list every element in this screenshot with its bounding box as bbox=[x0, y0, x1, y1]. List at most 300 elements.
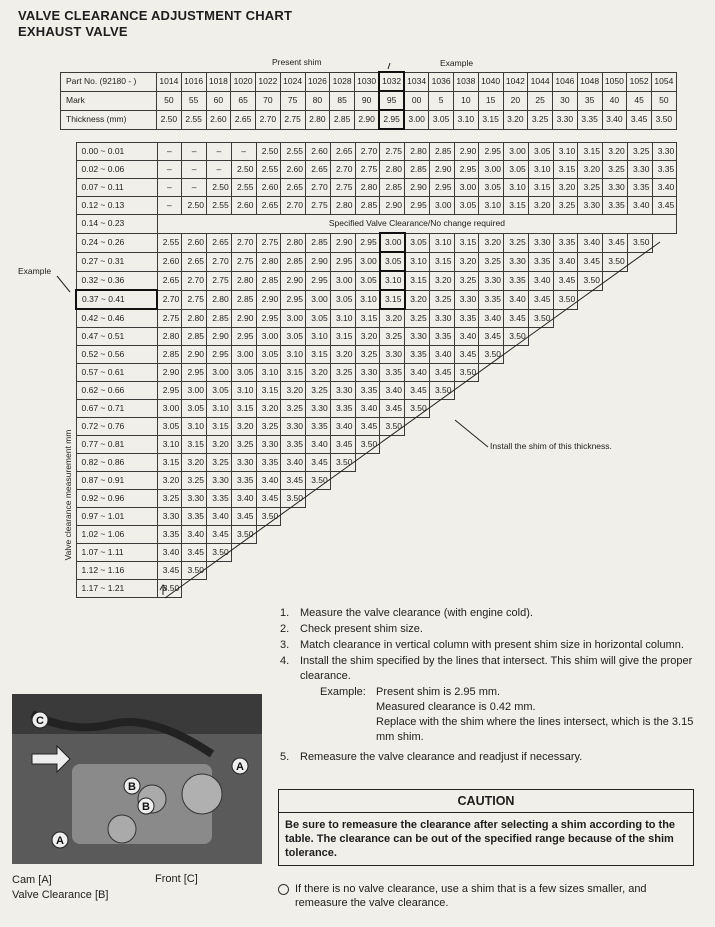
part-number-row-cell: 1020 bbox=[231, 72, 256, 91]
shim-cell: 3.25 bbox=[157, 490, 182, 508]
shim-cell: 2.95 bbox=[256, 309, 281, 328]
shim-cell: 3.45 bbox=[157, 562, 182, 580]
mark-row-cell: 35 bbox=[577, 91, 602, 110]
shim-cell: 3.10 bbox=[330, 309, 355, 328]
shim-cell: – bbox=[157, 143, 182, 161]
thickness-row-cell: 2.80 bbox=[305, 110, 330, 129]
shim-cell: 2.75 bbox=[330, 179, 355, 197]
diagonal-boundary-line bbox=[165, 242, 660, 598]
shim-cell: 3.30 bbox=[627, 161, 652, 179]
shim-cell: 3.35 bbox=[627, 179, 652, 197]
shim-cell: 2.75 bbox=[157, 309, 182, 328]
specified-clearance-note: Specified Valve Clearance/No change required bbox=[157, 215, 677, 234]
shim-cell: 2.75 bbox=[256, 233, 281, 252]
shim-cell: 3.50 bbox=[578, 271, 603, 290]
shim-cell: 3.40 bbox=[528, 271, 553, 290]
shim-cell: 3.10 bbox=[553, 143, 578, 161]
mark-row-cell: 55 bbox=[181, 91, 206, 110]
shim-cell: 3.35 bbox=[454, 309, 479, 328]
shim-cell: 2.95 bbox=[306, 271, 331, 290]
shim-cell: 3.35 bbox=[281, 436, 306, 454]
shim-cell: 3.05 bbox=[256, 346, 281, 364]
shim-cell: 3.50 bbox=[157, 580, 182, 598]
shim-cell: 2.75 bbox=[231, 252, 256, 271]
shim-cell: 2.95 bbox=[454, 161, 479, 179]
example-top-label: Example bbox=[440, 58, 474, 68]
shim-cell: 3.50 bbox=[405, 400, 430, 418]
part-number-row-label: Part No. (92180 - ) bbox=[61, 72, 157, 91]
shim-cell: 3.15 bbox=[207, 418, 232, 436]
shim-cell: 3.20 bbox=[330, 346, 355, 364]
shim-cell: 3.40 bbox=[429, 346, 454, 364]
thickness-row-cell: 3.25 bbox=[528, 110, 553, 129]
shim-cell: 2.65 bbox=[157, 271, 182, 290]
shim-cell: 2.75 bbox=[306, 197, 331, 215]
shim-cell: – bbox=[231, 143, 256, 161]
shim-cell: 3.50 bbox=[330, 454, 355, 472]
instruction-5: 5. Remeasure the valve clearance and readjust if necessary. bbox=[280, 751, 583, 763]
shim-cell: 3.45 bbox=[652, 197, 677, 215]
shim-cell: 3.25 bbox=[578, 179, 603, 197]
shim-cell: 2.50 bbox=[207, 179, 232, 197]
mark-row-label: Mark bbox=[61, 91, 157, 110]
shim-cell: 3.15 bbox=[380, 290, 405, 309]
shim-cell: 2.80 bbox=[231, 271, 256, 290]
shim-cell: 3.35 bbox=[504, 271, 529, 290]
clearance-range: 0.12 ~ 0.13 bbox=[76, 197, 157, 215]
shim-cell: 2.85 bbox=[306, 233, 331, 252]
thickness-row-cell: 3.45 bbox=[627, 110, 652, 129]
shim-cell: 3.40 bbox=[355, 400, 380, 418]
shim-cell: 3.25 bbox=[553, 197, 578, 215]
shim-cell: 2.80 bbox=[405, 143, 430, 161]
shim-cell: 2.85 bbox=[157, 346, 182, 364]
thickness-row-cell: 3.10 bbox=[454, 110, 479, 129]
shim-cell: 3.15 bbox=[281, 364, 306, 382]
shim-cell: 3.50 bbox=[429, 382, 454, 400]
clearance-range: 0.97 ~ 1.01 bbox=[76, 508, 157, 526]
shim-cell: 3.10 bbox=[429, 233, 454, 252]
shim-cell: – bbox=[182, 143, 207, 161]
shim-cell: 3.50 bbox=[553, 290, 578, 309]
shim-cell: 3.45 bbox=[256, 490, 281, 508]
engine-photo bbox=[12, 694, 262, 864]
clearance-range: 0.47 ~ 0.51 bbox=[76, 328, 157, 346]
mark-row-cell: 40 bbox=[602, 91, 627, 110]
mark-row-cell: 10 bbox=[454, 91, 479, 110]
shim-cell: 3.05 bbox=[405, 233, 430, 252]
shim-cell: 3.05 bbox=[355, 271, 380, 290]
shim-cell: 3.20 bbox=[405, 290, 430, 309]
shim-cell: 3.20 bbox=[603, 143, 628, 161]
shim-cell: 3.30 bbox=[603, 179, 628, 197]
shim-cell: 3.00 bbox=[182, 382, 207, 400]
shim-cell: – bbox=[182, 161, 207, 179]
part-number-row-cell: 1046 bbox=[553, 72, 578, 91]
clearance-range: 0.07 ~ 0.11 bbox=[76, 179, 157, 197]
shim-cell: 3.45 bbox=[454, 346, 479, 364]
clearance-range: 1.02 ~ 1.06 bbox=[76, 526, 157, 544]
shim-cell: 3.50 bbox=[182, 562, 207, 580]
note bbox=[278, 882, 698, 910]
shim-cell: 3.00 bbox=[306, 290, 331, 309]
shim-cell: 2.90 bbox=[306, 252, 331, 271]
part-number-row-cell: 1022 bbox=[256, 72, 281, 91]
shim-cell: 3.35 bbox=[479, 290, 504, 309]
mark-row-cell: 00 bbox=[404, 91, 429, 110]
shim-cell: 3.20 bbox=[207, 436, 232, 454]
shim-cell: 3.35 bbox=[603, 197, 628, 215]
shim-cell: 3.45 bbox=[380, 400, 405, 418]
thickness-row-cell: 3.40 bbox=[602, 110, 627, 129]
shim-cell: 3.25 bbox=[380, 328, 405, 346]
shim-cell: 2.80 bbox=[157, 328, 182, 346]
shim-cell: 3.00 bbox=[479, 161, 504, 179]
shim-cell: 3.25 bbox=[454, 271, 479, 290]
mark-row-cell: 75 bbox=[280, 91, 305, 110]
thickness-row-cell: 3.15 bbox=[478, 110, 503, 129]
part-number-row-cell: 1050 bbox=[602, 72, 627, 91]
shim-cell: 3.25 bbox=[256, 418, 281, 436]
shim-cell: 3.15 bbox=[553, 161, 578, 179]
shim-cell: 3.25 bbox=[231, 436, 256, 454]
shim-cell: 3.05 bbox=[281, 328, 306, 346]
shim-cell: 3.10 bbox=[504, 179, 529, 197]
shim-cell: 3.40 bbox=[380, 382, 405, 400]
title-line-2: EXHAUST VALVE bbox=[18, 24, 128, 39]
shim-cell: 3.30 bbox=[281, 418, 306, 436]
shim-cell: 3.25 bbox=[330, 364, 355, 382]
shim-cell: 2.85 bbox=[207, 309, 232, 328]
shim-cell: 2.95 bbox=[207, 346, 232, 364]
shim-cell: 3.05 bbox=[479, 179, 504, 197]
shim-cell: 2.95 bbox=[330, 252, 355, 271]
part-number-row-cell: 1048 bbox=[577, 72, 602, 91]
shim-cell: 3.15 bbox=[231, 400, 256, 418]
shim-cell: 3.35 bbox=[231, 472, 256, 490]
shim-cell: 3.45 bbox=[603, 233, 628, 252]
instruction-2: 2. Check present shim size. bbox=[280, 623, 423, 635]
shim-cell: 2.85 bbox=[281, 252, 306, 271]
shim-cell: 2.85 bbox=[231, 290, 256, 309]
mark-row-cell: 15 bbox=[478, 91, 503, 110]
shim-cell: 3.45 bbox=[578, 252, 603, 271]
shim-cell: 2.95 bbox=[479, 143, 504, 161]
shim-cell: 3.40 bbox=[207, 508, 232, 526]
shim-cell: 2.95 bbox=[157, 382, 182, 400]
mark-row-cell: 50 bbox=[157, 91, 182, 110]
shim-cell: 3.15 bbox=[454, 233, 479, 252]
callout-b-bottom: B bbox=[142, 801, 150, 813]
clearance-range: 0.77 ~ 0.81 bbox=[76, 436, 157, 454]
shim-cell: 3.40 bbox=[578, 233, 603, 252]
shim-cell: 3.50 bbox=[380, 418, 405, 436]
thickness-row-cell: 2.70 bbox=[256, 110, 281, 129]
shim-cell: 3.40 bbox=[504, 290, 529, 309]
shim-cell: 3.15 bbox=[504, 197, 529, 215]
shim-cell: 3.15 bbox=[306, 346, 331, 364]
clearance-range: 0.24 ~ 0.26 bbox=[76, 233, 157, 252]
caution-title: CAUTION bbox=[279, 790, 693, 813]
instruction-3: 3. Match clearance in vertical column with present shim size in horizontal column. bbox=[280, 639, 684, 651]
shim-cell: 3.00 bbox=[157, 400, 182, 418]
clearance-range: 0.92 ~ 0.96 bbox=[76, 490, 157, 508]
shim-cell: 3.15 bbox=[405, 271, 430, 290]
shim-cell: 2.90 bbox=[380, 197, 405, 215]
part-number-row-cell: 1040 bbox=[478, 72, 503, 91]
caption-front: Front [C] bbox=[155, 873, 198, 885]
mark-row-cell: 45 bbox=[627, 91, 652, 110]
shim-cell: 3.10 bbox=[380, 271, 405, 290]
mark-row-cell: 90 bbox=[355, 91, 380, 110]
shim-cell: 2.70 bbox=[182, 271, 207, 290]
shim-cell: 2.70 bbox=[306, 179, 331, 197]
shim-cell: 3.30 bbox=[182, 490, 207, 508]
shim-cell: 3.25 bbox=[627, 143, 652, 161]
shim-cell: 3.10 bbox=[528, 161, 553, 179]
caution-text: Be sure to remeasure the clearance after selecting a shim according to the table. The clearance can be out of the specified range because of the shim tolerance. bbox=[285, 819, 676, 859]
shim-cell: 3.45 bbox=[306, 454, 331, 472]
shim-cell: 3.50 bbox=[281, 490, 306, 508]
shim-cell: 3.20 bbox=[306, 364, 331, 382]
shim-cell: 3.25 bbox=[603, 161, 628, 179]
shim-cell: 3.30 bbox=[306, 400, 331, 418]
shim-cell: 3.35 bbox=[553, 233, 578, 252]
shim-cell: 3.25 bbox=[355, 346, 380, 364]
thickness-row-cell: 3.05 bbox=[429, 110, 454, 129]
part-number-row-cell: 1042 bbox=[503, 72, 528, 91]
shim-cell: 3.45 bbox=[429, 364, 454, 382]
shim-cell: 3.05 bbox=[454, 197, 479, 215]
shim-cell: 3.25 bbox=[405, 309, 430, 328]
shim-cell: 3.25 bbox=[429, 290, 454, 309]
shim-cell: 3.45 bbox=[281, 472, 306, 490]
shim-cell: 3.10 bbox=[306, 328, 331, 346]
shim-cell: 2.65 bbox=[306, 161, 331, 179]
shim-cell: 2.80 bbox=[355, 179, 380, 197]
clearance-range: 0.72 ~ 0.76 bbox=[76, 418, 157, 436]
shim-cell: 3.50 bbox=[256, 508, 281, 526]
shim-cell: 3.05 bbox=[157, 418, 182, 436]
shim-cell: 2.95 bbox=[281, 290, 306, 309]
shim-cell: 3.35 bbox=[182, 508, 207, 526]
thickness-row-cell: 2.60 bbox=[206, 110, 231, 129]
clearance-range: 0.67 ~ 0.71 bbox=[76, 400, 157, 418]
shim-cell: 3.30 bbox=[454, 290, 479, 309]
shim-cell: 2.60 bbox=[231, 197, 256, 215]
shim-cell: 3.15 bbox=[182, 436, 207, 454]
mark-row-cell: 60 bbox=[206, 91, 231, 110]
part-number-row-cell: 1052 bbox=[627, 72, 652, 91]
shim-cell: 3.45 bbox=[182, 544, 207, 562]
part-number-row-cell: 1032 bbox=[379, 72, 404, 91]
thickness-row-cell: 2.75 bbox=[280, 110, 305, 129]
mark-row-cell: 95 bbox=[379, 91, 404, 110]
shim-cell: 3.30 bbox=[380, 346, 405, 364]
shim-cell: 2.50 bbox=[182, 197, 207, 215]
shim-cell: 3.20 bbox=[355, 328, 380, 346]
shim-cell: 2.90 bbox=[231, 309, 256, 328]
shim-cell: 3.00 bbox=[281, 309, 306, 328]
shim-cell: 3.30 bbox=[256, 436, 281, 454]
shim-cell: 3.30 bbox=[231, 454, 256, 472]
shim-cell: 2.70 bbox=[157, 290, 182, 309]
instruction-4: 4. Install the shim specified by the lines that intersect. This shim will give the proper clearance. bbox=[280, 655, 693, 682]
shim-cell: 3.35 bbox=[405, 346, 430, 364]
shim-cell: 3.35 bbox=[429, 328, 454, 346]
shim-cell: 3.15 bbox=[355, 309, 380, 328]
shim-cell: 2.80 bbox=[380, 161, 405, 179]
shim-cell: 3.10 bbox=[207, 400, 232, 418]
shim-cell: 3.45 bbox=[405, 382, 430, 400]
shim-cell: 2.80 bbox=[207, 290, 232, 309]
shim-cell: 3.15 bbox=[256, 382, 281, 400]
shim-cell: 2.55 bbox=[256, 161, 281, 179]
shim-cell: 3.40 bbox=[652, 179, 677, 197]
shim-cell: 2.85 bbox=[256, 271, 281, 290]
shim-cell: 3.05 bbox=[207, 382, 232, 400]
shim-cell: 3.35 bbox=[652, 161, 677, 179]
mark-row-cell: 50 bbox=[652, 91, 677, 110]
shim-cell: 2.75 bbox=[380, 143, 405, 161]
shim-cell: 3.35 bbox=[256, 454, 281, 472]
shim-cell: 3.50 bbox=[627, 233, 652, 252]
shim-cell: 2.80 bbox=[256, 252, 281, 271]
clearance-range: 1.17 ~ 1.21 bbox=[76, 580, 157, 598]
shim-cell: 3.05 bbox=[306, 309, 331, 328]
clearance-range: 0.82 ~ 0.86 bbox=[76, 454, 157, 472]
shim-cell: 2.55 bbox=[281, 143, 306, 161]
shim-cell: 3.35 bbox=[330, 400, 355, 418]
part-number-row-cell: 1054 bbox=[652, 72, 677, 91]
example-side-arrow bbox=[57, 276, 70, 292]
shim-cell: 3.05 bbox=[231, 364, 256, 382]
mark-row-cell: 20 bbox=[503, 91, 528, 110]
shim-cell: 2.80 bbox=[182, 309, 207, 328]
engine-photo-drawing bbox=[12, 694, 262, 864]
shim-cell: 3.20 bbox=[578, 161, 603, 179]
shim-cell: 3.30 bbox=[330, 382, 355, 400]
part-number-row-cell: 1028 bbox=[330, 72, 355, 91]
note-text: If there is no valve clearance, use a shim that is a few sizes smaller, and remeasure the valve clearance. bbox=[295, 883, 647, 909]
shim-cell: 3.45 bbox=[231, 508, 256, 526]
callout-c: C bbox=[36, 715, 44, 727]
mark-row-cell: 5 bbox=[429, 91, 454, 110]
shim-cell: 3.20 bbox=[553, 179, 578, 197]
shim-cell: 3.10 bbox=[355, 290, 380, 309]
shim-cell: 3.40 bbox=[553, 252, 578, 271]
shim-cell: 3.10 bbox=[479, 197, 504, 215]
shim-cell: 2.70 bbox=[330, 161, 355, 179]
shim-cell: 3.20 bbox=[380, 309, 405, 328]
shim-cell: 3.30 bbox=[355, 364, 380, 382]
clearance-range: 0.52 ~ 0.56 bbox=[76, 346, 157, 364]
shim-cell: 3.50 bbox=[207, 544, 232, 562]
shim-cell: 2.85 bbox=[405, 161, 430, 179]
shim-cell: 3.45 bbox=[207, 526, 232, 544]
install-shim-label: Install the shim of this thickness. bbox=[490, 441, 612, 451]
shim-cell: 3.20 bbox=[182, 454, 207, 472]
shim-cell: 2.75 bbox=[207, 271, 232, 290]
shim-cell: 3.05 bbox=[330, 290, 355, 309]
mark-row-cell: 30 bbox=[553, 91, 578, 110]
shim-cell: 3.10 bbox=[157, 436, 182, 454]
thickness-row-cell: 2.50 bbox=[157, 110, 182, 129]
thickness-row-cell: 2.90 bbox=[355, 110, 380, 129]
shim-cell: 3.05 bbox=[528, 143, 553, 161]
callout-b-top: B bbox=[128, 781, 136, 793]
shim-cell: 3.30 bbox=[504, 252, 529, 271]
instructions-list bbox=[280, 606, 700, 766]
shim-cell: 2.95 bbox=[182, 364, 207, 382]
shim-cell: 3.20 bbox=[454, 252, 479, 271]
thickness-row-cell: 3.50 bbox=[652, 110, 677, 129]
shim-cell: 3.40 bbox=[306, 436, 331, 454]
thickness-row-cell: 3.30 bbox=[553, 110, 578, 129]
part-number-row-cell: 1014 bbox=[157, 72, 182, 91]
shim-cell: 3.10 bbox=[182, 418, 207, 436]
shim-cell: 3.45 bbox=[355, 418, 380, 436]
clearance-range: 1.12 ~ 1.16 bbox=[76, 562, 157, 580]
shim-cell: 3.00 bbox=[231, 346, 256, 364]
part-number-row-cell: 1018 bbox=[206, 72, 231, 91]
shim-cell: 2.60 bbox=[157, 252, 182, 271]
shim-cell: 2.90 bbox=[157, 364, 182, 382]
thickness-row-cell: 3.20 bbox=[503, 110, 528, 129]
shim-cell: 3.40 bbox=[157, 544, 182, 562]
shim-cell: 3.15 bbox=[528, 179, 553, 197]
shim-cell: 3.45 bbox=[504, 309, 529, 328]
shim-cell: 3.35 bbox=[207, 490, 232, 508]
shim-cell: 2.90 bbox=[256, 290, 281, 309]
shim-cell: 3.00 bbox=[355, 252, 380, 271]
clearance-range: 0.00 ~ 0.01 bbox=[76, 143, 157, 161]
shim-cell: 2.75 bbox=[355, 161, 380, 179]
shim-cell: 2.55 bbox=[231, 179, 256, 197]
shim-cell: 2.85 bbox=[380, 179, 405, 197]
shim-cell: 3.00 bbox=[330, 271, 355, 290]
shim-cell: 3.20 bbox=[281, 382, 306, 400]
shim-cell: 3.20 bbox=[528, 197, 553, 215]
mark-row-cell: 65 bbox=[231, 91, 256, 110]
shim-cell: 3.40 bbox=[627, 197, 652, 215]
part-number-row-cell: 1038 bbox=[454, 72, 479, 91]
example-side-label: Example bbox=[18, 266, 52, 276]
shim-cell: 2.90 bbox=[405, 179, 430, 197]
instruction-1: 1. Measure the valve clearance (with engine cold). bbox=[280, 607, 533, 619]
shim-cell: 3.15 bbox=[330, 328, 355, 346]
clearance-range: 1.07 ~ 1.11 bbox=[76, 544, 157, 562]
shim-cell: 2.85 bbox=[429, 143, 454, 161]
shim-cell: 3.15 bbox=[578, 143, 603, 161]
thickness-row-cell: 2.55 bbox=[181, 110, 206, 129]
shim-cell: 2.60 bbox=[182, 233, 207, 252]
shim-cell: 3.30 bbox=[652, 143, 677, 161]
clearance-range: 0.57 ~ 0.61 bbox=[76, 364, 157, 382]
shim-cell: 3.10 bbox=[256, 364, 281, 382]
photo-captions bbox=[12, 873, 108, 903]
shim-cell: 3.10 bbox=[231, 382, 256, 400]
shim-cell: 3.20 bbox=[256, 400, 281, 418]
shim-cell: 3.40 bbox=[330, 418, 355, 436]
shim-cell: 2.65 bbox=[182, 252, 207, 271]
shim-cell: 3.35 bbox=[306, 418, 331, 436]
shim-cell: 3.05 bbox=[182, 400, 207, 418]
shim-cell: 3.30 bbox=[429, 309, 454, 328]
shim-cell: 3.35 bbox=[380, 364, 405, 382]
shim-cell: 3.50 bbox=[603, 252, 628, 271]
clearance-range: 0.62 ~ 0.66 bbox=[76, 382, 157, 400]
